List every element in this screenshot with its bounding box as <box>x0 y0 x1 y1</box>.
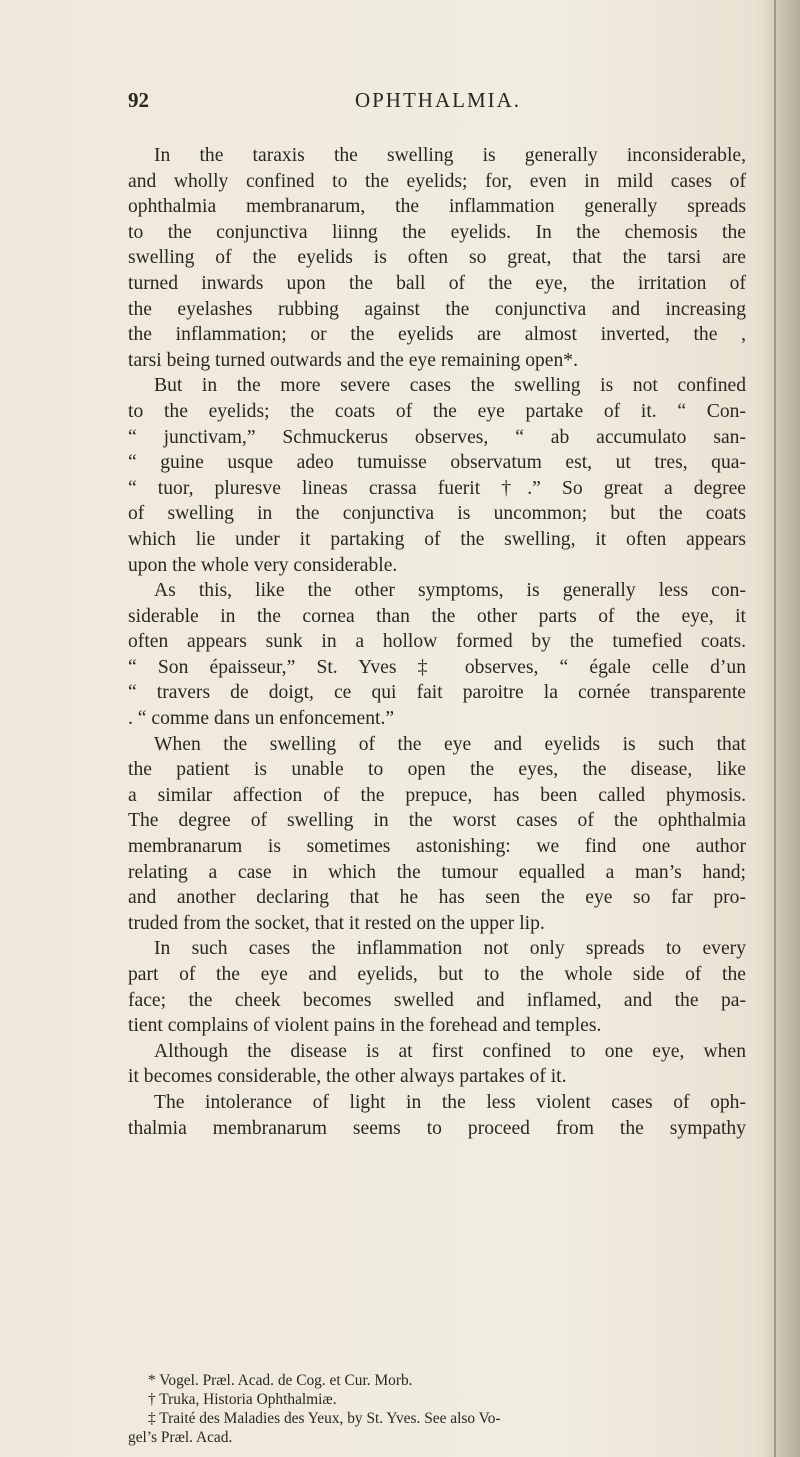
text-line: face; the cheek becomes swelled and inflamed, and the pa- <box>128 989 746 1011</box>
text-line: The intolerance of light in the less violent cases of oph- <box>154 1091 746 1113</box>
footnotes <box>128 1371 746 1447</box>
text-line: part of the eye and eyelids, but to the whole side of the <box>128 964 746 985</box>
text-line: “ travers de doigt, ce qui fait paroitre la cornée transparente <box>128 682 746 704</box>
text-line: swelling of the eyelids is often so great, that the tarsi are <box>128 247 746 269</box>
text-line: which lie under it partaking of the swelling, it often appears <box>128 528 746 550</box>
text-line: a similar affection of the prepuce, has been called phymosis. <box>128 784 746 806</box>
text-line: In such cases the inflammation not only spreads to every <box>154 938 746 960</box>
text-line: often appears sunk in a hollow formed by the tumefied coats. <box>128 631 746 653</box>
text-line: tient complains of violent pains in the forehead and temples. <box>128 1015 602 1037</box>
text-line: to the eyelids; the coats of the eye partake of it. “ Con- <box>128 400 746 422</box>
text-line: In the taraxis the swelling is generally inconsiderable, <box>154 145 746 166</box>
text-line: the eyelashes rubbing against the conjunctiva and increasing <box>128 298 746 320</box>
footnote: ‡ Traité des Maladies des Yeux, by St. Yves. See also Vo- <box>148 1410 501 1427</box>
text-line: relating a case in which the tumour equalled a man’s hand; <box>128 861 746 883</box>
text-line: “ tuor, pluresve lineas crassa fuerit †.” So great a degree <box>128 477 746 499</box>
page-number: 92 <box>128 88 149 112</box>
text-line: it becomes considerable, the other always partakes of it. <box>128 1066 567 1088</box>
text-line: upon the whole very considerable. <box>128 554 398 576</box>
text-line: . “ comme dans un enfoncement.” <box>128 708 395 730</box>
text-line: the patient is unable to open the eyes, the disease, like <box>128 759 746 781</box>
text-line: As this, like the other symptoms, is generally less con- <box>154 580 746 602</box>
text-line: tarsi being turned outwards and the eye remaining open*. <box>128 349 578 371</box>
page-header <box>128 88 748 120</box>
footnote: * Vogel. Præl. Acad. de Cog. et Cur. Morb. <box>148 1372 413 1389</box>
text-line: turned inwards upon the ball of the eye, the irritation of <box>128 272 746 294</box>
text-line: “ junctivam,” Schmuckerus observes, “ ab accumulato san- <box>128 426 746 448</box>
text-line: “ Son épaisseur,” St. Yves ‡ observes, “ égale celle d’un <box>128 656 746 678</box>
text-line: But in the more severe cases the swelling is not confined <box>154 375 746 397</box>
running-head: OPHTHALMIA. <box>354 88 522 112</box>
text-line: and another declaring that he has seen the eye so far pro- <box>128 887 746 909</box>
text-line: siderable in the cornea than the other parts of the eye, it <box>128 605 746 627</box>
text-line: “ guine usque adeo tumuisse observatum est, ut tres, qua- <box>128 452 746 474</box>
text-line: ophthalmia membranarum, the inflammation generally spreads <box>128 196 746 218</box>
text-line: to the conjunctiva liinng the eyelids. In the chemosis the <box>128 221 746 243</box>
text-line: When the swelling of the eye and eyelids is such that <box>154 733 746 755</box>
footnote: gel’s Præl. Acad. <box>128 1429 233 1446</box>
page-gutter-shadow <box>762 0 800 1457</box>
text-line: truded from the socket, that it rested on the upper lip. <box>128 912 545 934</box>
text-line: of swelling in the conjunctiva is uncommon; but the coats <box>128 503 746 525</box>
text-line: membranarum is sometimes astonishing: we find one author <box>128 836 746 858</box>
text-line: and wholly confined to the eyelids; for, even in mild cases of <box>128 170 746 192</box>
body-text <box>128 143 746 1141</box>
footnote: † Truka, Historia Ophthalmiæ. <box>148 1391 337 1408</box>
text-line: The degree of swelling in the worst cases of the ophthalmia <box>128 810 746 832</box>
text-line: the inflammation; or the eyelids are almost inverted, the , <box>128 324 746 346</box>
text-line: Although the disease is at first confined to one eye, when <box>154 1040 746 1062</box>
page-binding-edge <box>774 0 776 1457</box>
text-line: thalmia membranarum seems to proceed from the sympathy <box>128 1117 746 1139</box>
